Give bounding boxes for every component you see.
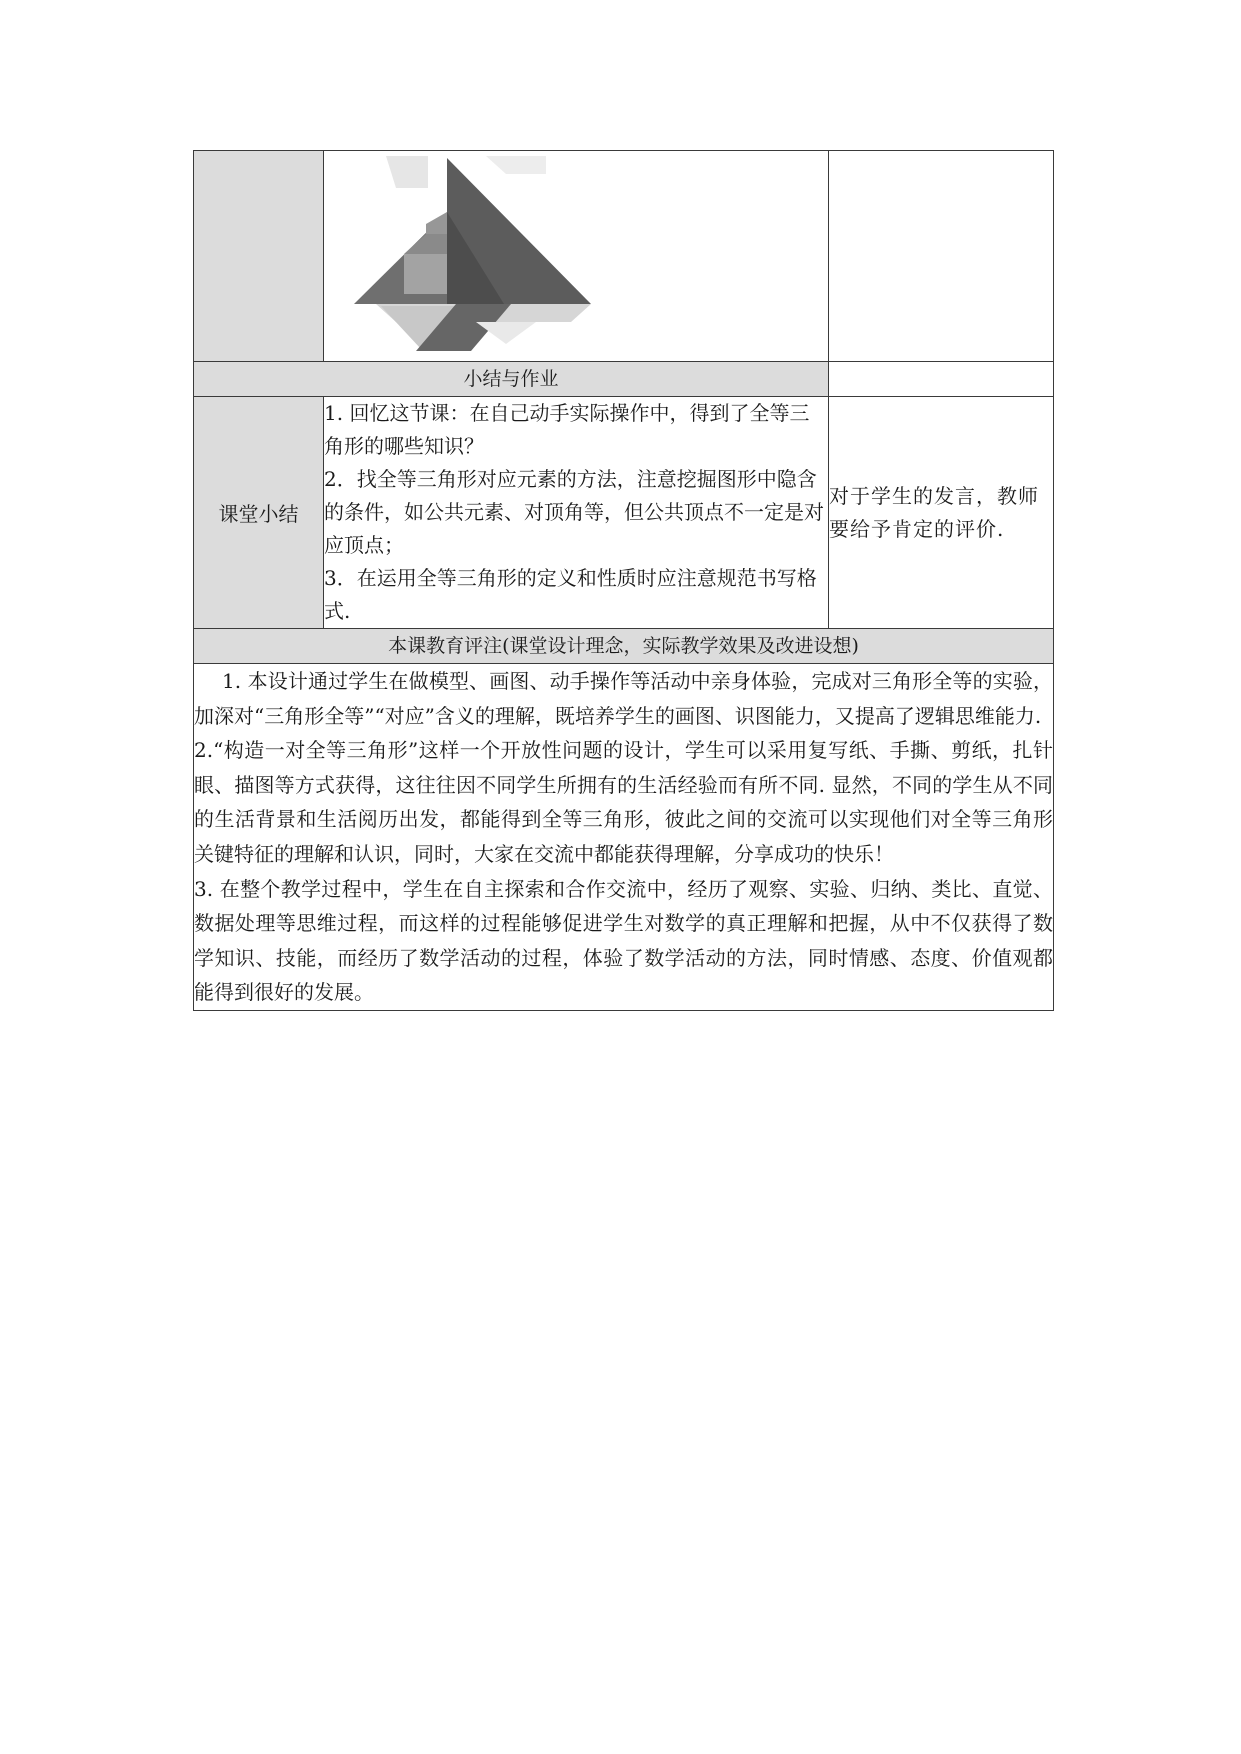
summary-header-row — [194, 362, 1054, 397]
tangram-sailboat-figure — [336, 154, 606, 359]
review-paragraph: 3. 在整个教学过程中，学生在自主探索和合作交流中，经历了观察、实验、归纳、类比、直觉、数据处理等思维过程，而这样的过程能够促进学生对数学的真正理解和把握，从中不仅获得了数学知识、技能，而经历了数学活动的过程，体验了数学活动的方法，同时情感、态度、价值观都能得到很好的发展。 — [194, 876, 1053, 1005]
lesson-table — [193, 150, 1054, 1011]
summary-item: 3．在运用全等三角形的定义和性质时应注意规范书写格式. — [324, 566, 817, 623]
summary-header-empty-cell — [829, 362, 1054, 397]
summary-label: 课堂小结 — [194, 397, 324, 629]
summary-row — [194, 397, 1054, 629]
review-row — [194, 664, 1054, 1011]
summary-item: 1. 回忆这节课：在自己动手实际操作中，得到了全等三角形的哪些知识？ — [324, 401, 810, 458]
review-header-row — [194, 629, 1054, 664]
figure-cell — [324, 151, 829, 362]
figure-label-cell — [194, 151, 324, 362]
figure-row — [194, 151, 1054, 362]
review-header: 本课教育评注(课堂设计理念，实际教学效果及改进设想) — [194, 629, 1054, 664]
summary-note: 对于学生的发言，教师要给予肯定的评价. — [829, 397, 1054, 629]
figure-note-cell — [829, 151, 1054, 362]
review-paragraph: 2.“构造一对全等三角形”这样一个开放性问题的设计，学生可以采用复写纸、手撕、剪纸，扎针眼、描图等方式获得，这往往因不同学生所拥有的生活经验而有所不同. 显然，不同的学生从不同的生活背景和生活阅历出发，都能得到全等三角形，彼此之间的交流可以实现他们对全等三角形关键特征的理解和认识，同时，大家在交流中都能获得理解，分享成功的快乐！ — [194, 738, 1053, 866]
review-body — [194, 664, 1054, 1011]
summary-item: 2．找全等三角形对应元素的方法，注意挖掘图形中隐含的条件，如公共元素、对顶角等，但公共顶点不一定是对应顶点； — [324, 467, 824, 557]
review-paragraph: 1. 本设计通过学生在做模型、画图、动手操作等活动中亲身体验，完成对三角形全等的实验，加深对“三角形全等”“对应”含义的理解，既培养学生的画图、识图能力，又提高了逻辑思维能力. — [194, 669, 1053, 728]
summary-items — [324, 397, 829, 629]
summary-header: 小结与作业 — [194, 362, 829, 397]
square-shape — [404, 254, 447, 294]
